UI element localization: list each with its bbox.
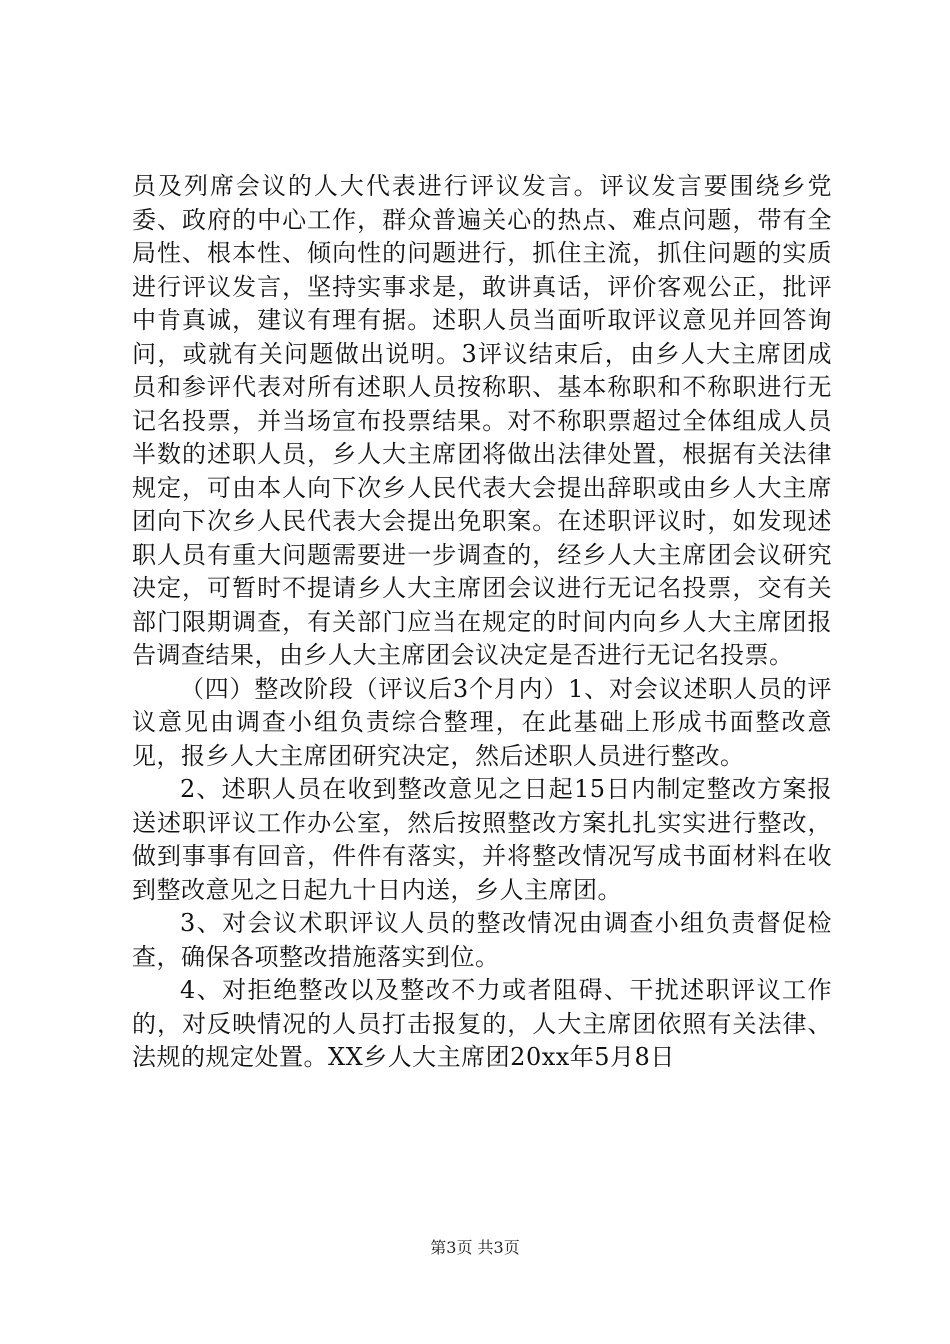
paragraph-rectification-stage: （四）整改阶段（评议后3个月内）1、对会议述职人员的评议意见由调查小组负责综合整理，在此基础上形成书面整改意见，报乡人大主席团研究决定，然后述职人员进行整改。 <box>132 674 832 770</box>
paragraph-item-4: 4、对拒绝整改以及整改不力或者阻碍、干扰述职评议工作的，对反映情况的人员打击报复的，人大主席团依照有关法律、法规的规定处置。XX乡人大主席团20xx年5月8日 <box>132 976 832 1071</box>
paragraph-item-3: 3、对会议术职评议人员的整改情况由调查小组负责督促检查，确保各项整改措施落实到位。 <box>132 909 832 971</box>
paragraph-item-2: 2、述职人员在收到整改意见之日起15日内制定整改方案报送述职评议工作办公室，然后按照整改方案扎扎实实进行整改，做到事事有回音，件件有落实，并将整改情况写成书面材料在收到整改意见之日起九十日内送，乡人主席团。 <box>132 775 832 904</box>
document-body <box>132 170 832 1075</box>
paragraph-continuation: 员及列席会议的人大代表进行评议发言。评议发言要围绕乡党委、政府的中心工作，群众普遍关心的热点、难点问题，带有全局性、根本性、倾向性的问题进行，抓住主流，抓住问题的实质进行评议发言，坚持实事求是，敢讲真话，评价客观公正，批评中肯真诚，建议有理有据。述职人员当面听取评议意见并回答询问，或就有关问题做出说明。3评议结束后，由乡人大主席团成员和参评代表对所有述职人员按称职、基本称职和不称职进行无记名投票，并当场宣布投票结果。对不称职票超过全体组成人员半数的述职人员，乡人大主席团将做出法律处置，根据有关法律规定，可由本人向下次乡人民代表大会提出辞职或由乡人大主席团向下次乡人民代表大会提出免职案。在述职评议时，如发现述职人员有重大问题需要进一步调查的，经乡人大主席团会议研究决定，可暂时不提请乡人大主席团会议进行无记名投票，交有关部门限期调查，有关部门应当在规定的时间内向乡人大主席团报告调查结果，由乡人大主席团会议决定是否进行无记名投票。 <box>132 172 832 669</box>
page-number: 第3页 共3页 <box>430 1238 520 1257</box>
page-footer <box>0 1238 950 1258</box>
